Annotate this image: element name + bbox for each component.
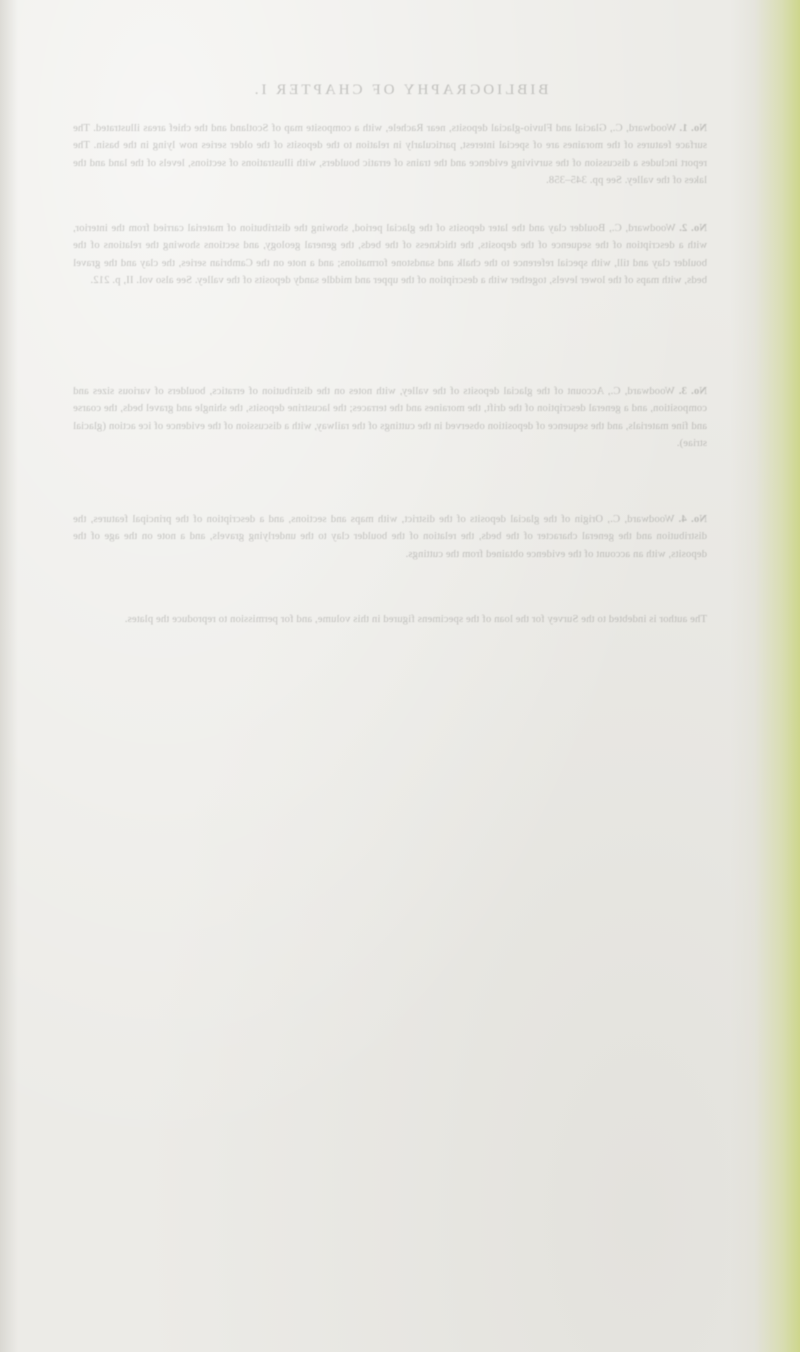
paragraph-2: [73, 220, 707, 290]
paragraph-1-text: Woodward, C., Glacial and Fluvio-glacial deposits, near Rachele, with a composite map of Scotland and the chief areas illustrated. The surface features of the moraines are of special interest, particularly in relation to the deposits of the older series now lying in the basin. The report includes a discussion of the surviving evidence and the trains of erratic boulders, with illustrations of sections, levels of the land and the lakes of the valley. See pp. 345–358.: [72, 123, 707, 187]
paragraph-4-text: Woodward, C., Origin of the glacial deposits of the district, with maps and sections, and a description of the principal features, the distribution and the general character of the beds, the relation of the boulder clay to the underlying gravels, and a note on the age of the deposits, with an account of the evidence obtained from the cuttings.: [72, 514, 707, 560]
paragraph-4: [73, 511, 707, 563]
paragraph-3: [73, 383, 707, 453]
paragraph-2-text: Woodward, C., Boulder clay and the later deposits of the glacial period, showing the distribution of material carried from the interior, with a description of the sequence of the deposits, the thickness of the beds, the general geology, and sections showing the relations of the boulder clay and till, with special reference to the chalk and sandstone formations; and a note on the Cambrian series, the clay and the gravel beds, with maps of the lower levels, together with a description of the upper and middle sandy deposits of the valley. See also vol. II, p. 212.: [73, 223, 707, 287]
paragraph-1: [73, 120, 707, 190]
page-left-shadow: [0, 0, 18, 1352]
chapter-heading: BIBLIOGRAPHY OF CHAPTER I.: [251, 82, 549, 98]
paragraph-4-label: No. 4.: [678, 514, 707, 525]
paragraph-1-label: No. 1.: [679, 123, 707, 134]
footnote: [73, 611, 707, 628]
footnote-text: The author is indebted to the Survey for the loan of the specimens figured in this volume, and for permission to reproduce the plates.: [124, 614, 707, 625]
paragraph-3-text: Woodward, C., Account of the glacial deposits of the valley, with notes on the distribution of erratics, boulders of various sizes and composition, and a general description of the drift, the moraines and the terraces; the lacustrine deposits, the shingle and gravel beds, the coarse and fine materials, and the sequence of deposition observed in the cuttings of the railway, with a discussion of the evidence of ice action (glacial striae).: [73, 386, 707, 450]
paragraph-2-label: No. 2.: [679, 223, 707, 234]
paragraph-3-label: No. 3.: [678, 386, 707, 397]
page-right-edge-tint: [730, 0, 800, 1352]
